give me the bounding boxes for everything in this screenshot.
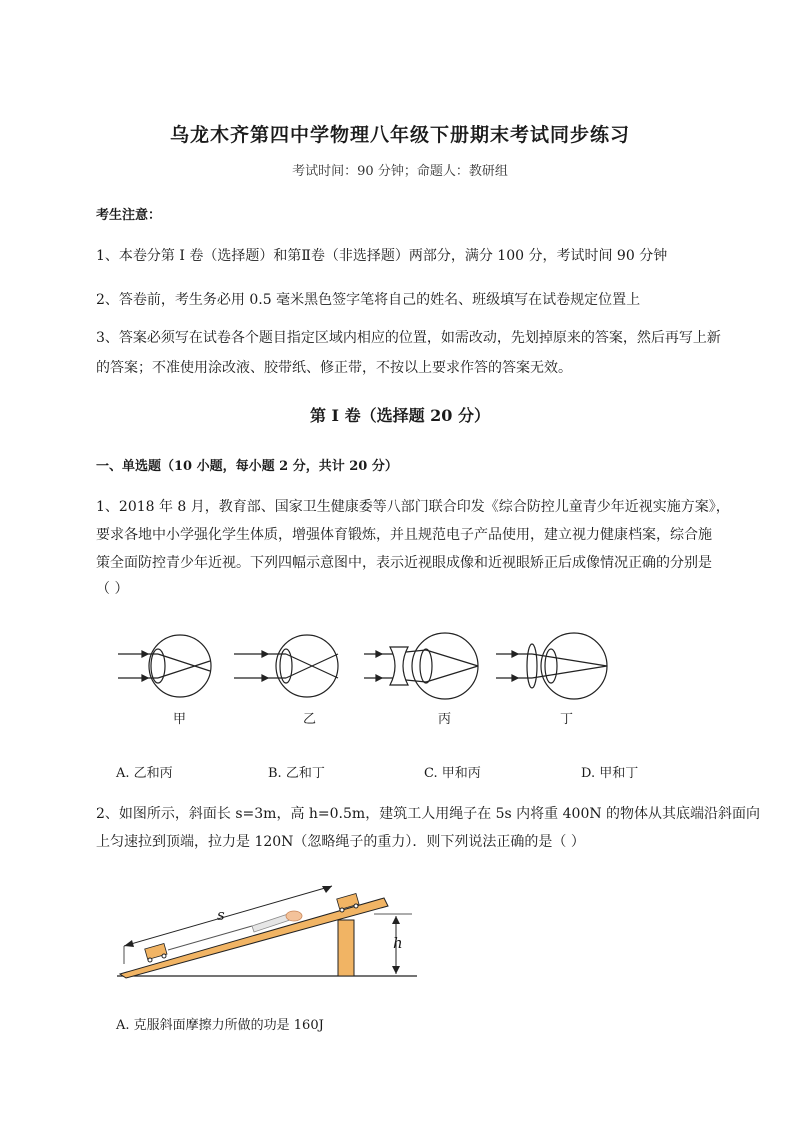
page-subtitle: 考试时间：90 分钟；命题人：教研组 [292, 164, 508, 179]
q2-line-1: 2、如图所示，斜面长 s=3m，高 h=0.5m，建筑工人用绳子在 5s 内将重 400N 的物体从其底端沿斜面向 [96, 806, 761, 822]
q1-option-c: C. 甲和丙 [424, 766, 481, 781]
q1-option-b: B. 乙和丁 [268, 766, 325, 781]
eye-diagram-yi [234, 635, 338, 697]
label-h: h [393, 934, 403, 952]
q1-line-3: 策全面防控青少年近视。下列四幅示意图中，表示近视眼成像和近视眼矫正后成像情况正确的分别是 [96, 555, 712, 571]
figure-label-bing: 丙 [438, 712, 452, 727]
part-title: 一、单选题（10 小题，每小题 2 分，共计 20 分） [96, 459, 398, 474]
cart-bottom [145, 943, 167, 962]
q2-line-2: 上匀速拉到顶端，拉力是 120N（忽略绳子的重力）．则下列说法正确的是（ ） [96, 834, 585, 850]
q1-line-2: 要求各地中小学强化学生体质，增强体育锻炼，并且规范电子产品使用，建立视力健康档案，综合施 [96, 527, 712, 543]
eye-diagram-ding [496, 633, 607, 699]
label-s: s [217, 906, 225, 924]
notice-item-3-line-2: 的答案；不准使用涂改液、胶带纸、修正带，不按以上要求作答的答案无效。 [96, 360, 572, 376]
q1-option-a: A. 乙和丙 [116, 766, 173, 781]
q1-option-d: D. 甲和丁 [581, 766, 639, 781]
notice-heading: 考生注意： [96, 208, 162, 223]
page-title: 乌龙木齐第四中学物理八年级下册期末考试同步练习 [169, 124, 630, 146]
eye-diagrams-figure [110, 625, 630, 705]
eye-diagram-jia [118, 635, 211, 697]
section-title: 第 I 卷（选择题 20 分） [309, 406, 491, 425]
eye-diagram-bing [364, 633, 478, 699]
notice-item-1: 1、本卷分第 I 卷（选择题）和第Ⅱ卷（非选择题）两部分，满分 100 分，考试时间 90 分钟 [96, 248, 668, 264]
q1-line-1: 1、2018 年 8 月，教育部、国家卫生健康委等八部门联合印发《综合防控儿童青少年近视实施方案》， [96, 499, 730, 515]
notice-item-2: 2、答卷前，考生务必用 0.5 毫米黑色签字笔将自己的姓名、班级填写在试卷规定位置上 [96, 292, 641, 308]
notice-item-3-line-1: 3、答案必须写在试卷各个题目指定区域内相应的位置，如需改动，先划掉原来的答案，然后再写上新 [96, 330, 721, 346]
figure-label-yi: 乙 [303, 712, 317, 727]
q2-option-a: A. 克服斜面摩擦力所做的功是 160J [116, 1018, 324, 1033]
incline-figure [112, 870, 422, 985]
figure-label-jia: 甲 [173, 712, 187, 727]
figure-label-ding: 丁 [560, 712, 574, 727]
q1-line-4: （ ） [96, 581, 129, 597]
